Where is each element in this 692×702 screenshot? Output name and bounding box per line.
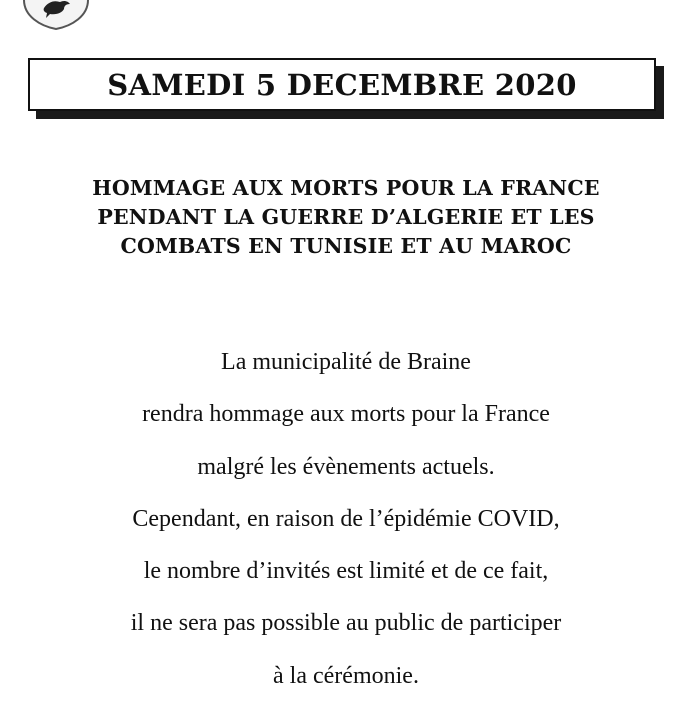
date-title: SAMEDI 5 DECEMBRE 2020 [107, 67, 577, 102]
crest-bird-icon [20, 0, 92, 30]
body-line: le nombre d’invités est limité et de ce fait, [143, 558, 549, 585]
announcement-body [0, 336, 692, 702]
body-line: à la cérémonie. [273, 662, 419, 689]
headline-line: HOMMAGE AUX MORTS POUR LA FRANCE [92, 176, 600, 200]
body-line: Cependant, en raison de l’épidémie COVID, [132, 505, 560, 532]
body-line: rendra hommage aux morts pour la France [142, 401, 550, 428]
body-line: malgré les évènements actuels. [197, 453, 495, 480]
body-line: La municipalité de Braine [221, 349, 471, 375]
headline-line: PENDANT LA GUERRE D’ALGERIE ET LES [97, 205, 595, 229]
date-banner [28, 58, 656, 111]
headline [0, 174, 692, 261]
body-line: il ne sera pas possible au public de participer [130, 610, 562, 637]
headline-line: COMBATS EN TUNISIE ET AU MAROC [120, 234, 572, 258]
